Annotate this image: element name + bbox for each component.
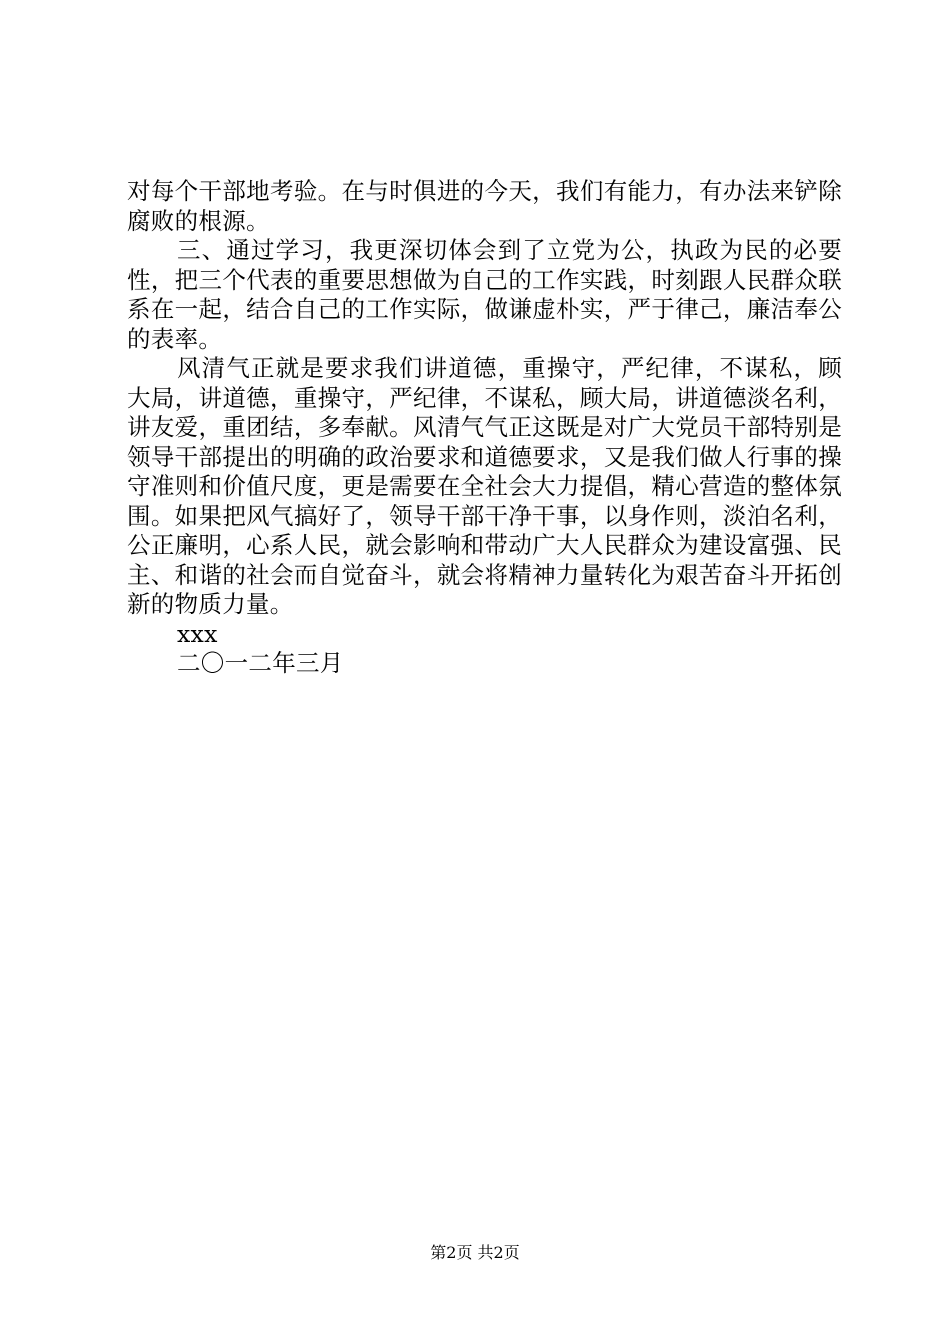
signature-name: xxx [177,619,218,648]
signature-date: 二〇一二年三月 [177,649,344,677]
document-body [127,177,842,679]
paragraph-3: 风清气正就是要求我们讲道德，重操守，严纪律，不谋私，顾大局，讲道德，重操守，严纪律，不谋私，顾大局，讲道德淡名利，讲友爱，重团结，多奉献。风清气气正这既是对广大党员干部特别是领导干部提出的明确的政治要求和道德要求，又是我们做人行事的操守准则和价值尺度，更是需要在全社会大力提倡，精心营造的整体氛围。如果把风气搞好了，领导干部干净干事，以身作则，淡泊名利，公正廉明，心系人民，就会影响和带动广大人民群众为建设富强、民主、和谐的社会而自觉奋斗，就会将精神力量转化为艰苦奋斗开拓创新的物质力量。 [127,354,842,618]
paragraph-1: 对每个干部地考验。在与时俱进的今天，我们有能力，有办法来铲除腐败的根源。 [127,177,842,235]
paragraph-2: 三、通过学习，我更深切体会到了立党为公，执政为民的必要性，把三个代表的重要思想做为自己的工作实践，时刻跟人民群众联系在一起，结合自己的工作实际，做谦虚朴实，严于律己，廉洁奉公的表率。 [127,236,842,353]
page-footer: 第2页 共2页 [430,1243,520,1262]
